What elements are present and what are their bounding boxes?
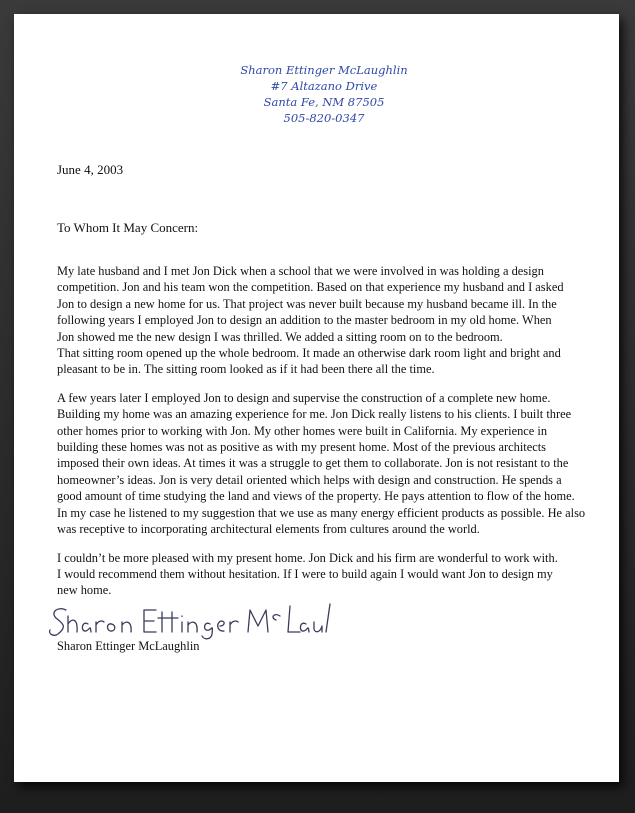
body-line: pleasant to be in. The sitting room looked as if it had been there all the time. <box>57 362 435 377</box>
body-line: That sitting room opened up the whole bedroom. It made an otherwise dark room light and bright and <box>57 346 561 361</box>
paragraph-2 <box>57 390 597 538</box>
body-line: was receptive to incorporating architectural elements from cultures around the world. <box>57 522 480 537</box>
body-line: I would recommend them without hesitation. If I were to build again I would want Jon to design my <box>57 566 553 581</box>
letter-page <box>14 14 619 782</box>
body-line: Jon showed me the new design I was thrilled. We added a sitting room on to the bedroom. <box>57 329 503 344</box>
letterhead-city: Santa Fe, NM 87505 <box>263 95 385 109</box>
body-line: other homes prior to working with Jon. My other homes were built in California. My experience in <box>57 423 548 438</box>
letterhead-name: Sharon Ettinger McLaughlin <box>240 63 408 77</box>
letterhead-phone: 505-820-0347 <box>283 111 365 125</box>
body-line: I couldn’t be more pleased with my present home. Jon Dick and his firm are wonderful to work with. <box>57 550 558 565</box>
letter-date: June 4, 2003 <box>57 162 124 177</box>
body-line: new home. <box>57 583 112 598</box>
letter-body <box>57 263 597 611</box>
body-line: building these homes was not as positive as with my present home. Most of the previous architects <box>57 440 547 455</box>
signature-typed-name: Sharon Ettinger McLaughlin <box>57 639 200 653</box>
body-line: My late husband and I met Jon Dick when a school that we were involved in was holding a design <box>57 264 544 278</box>
letterhead <box>214 62 434 126</box>
paragraph-3 <box>57 550 597 599</box>
body-line: good amount of time studying the land and views of the property. He pays attention to flow of the home. <box>57 489 575 504</box>
letterhead-street: #7 Altazano Drive <box>270 79 378 93</box>
body-line: Jon to design a new home for us. That project was never built because my husband became ill. In the <box>57 296 557 311</box>
body-line: homeowner’s ideas. Jon is very detail oriented which helps with design and construction. He spends a <box>57 472 562 487</box>
salutation: To Whom It May Concern: <box>57 220 199 235</box>
handwritten-signature <box>44 596 334 640</box>
body-line: following years I employed Jon to design an addition to the master bedroom in my old home. When <box>57 313 552 328</box>
body-line: A few years later I employed Jon to design and supervise the construction of a complete new home. <box>57 390 551 405</box>
paragraph-1 <box>57 263 597 378</box>
body-line: Building my home was an amazing experience for me. Jon Dick really listens to his clients. I built three <box>57 407 572 422</box>
body-line: imposed their own ideas. At times it was a struggle to get them to collaborate. Jon is not resistant to the <box>57 456 569 471</box>
body-line: In my case he listened to my suggestion that we use as many energy efficient products as possible. He also <box>57 505 586 520</box>
body-line: competition. Jon and his team won the competition. Based on that experience my husband and I asked <box>57 280 564 295</box>
